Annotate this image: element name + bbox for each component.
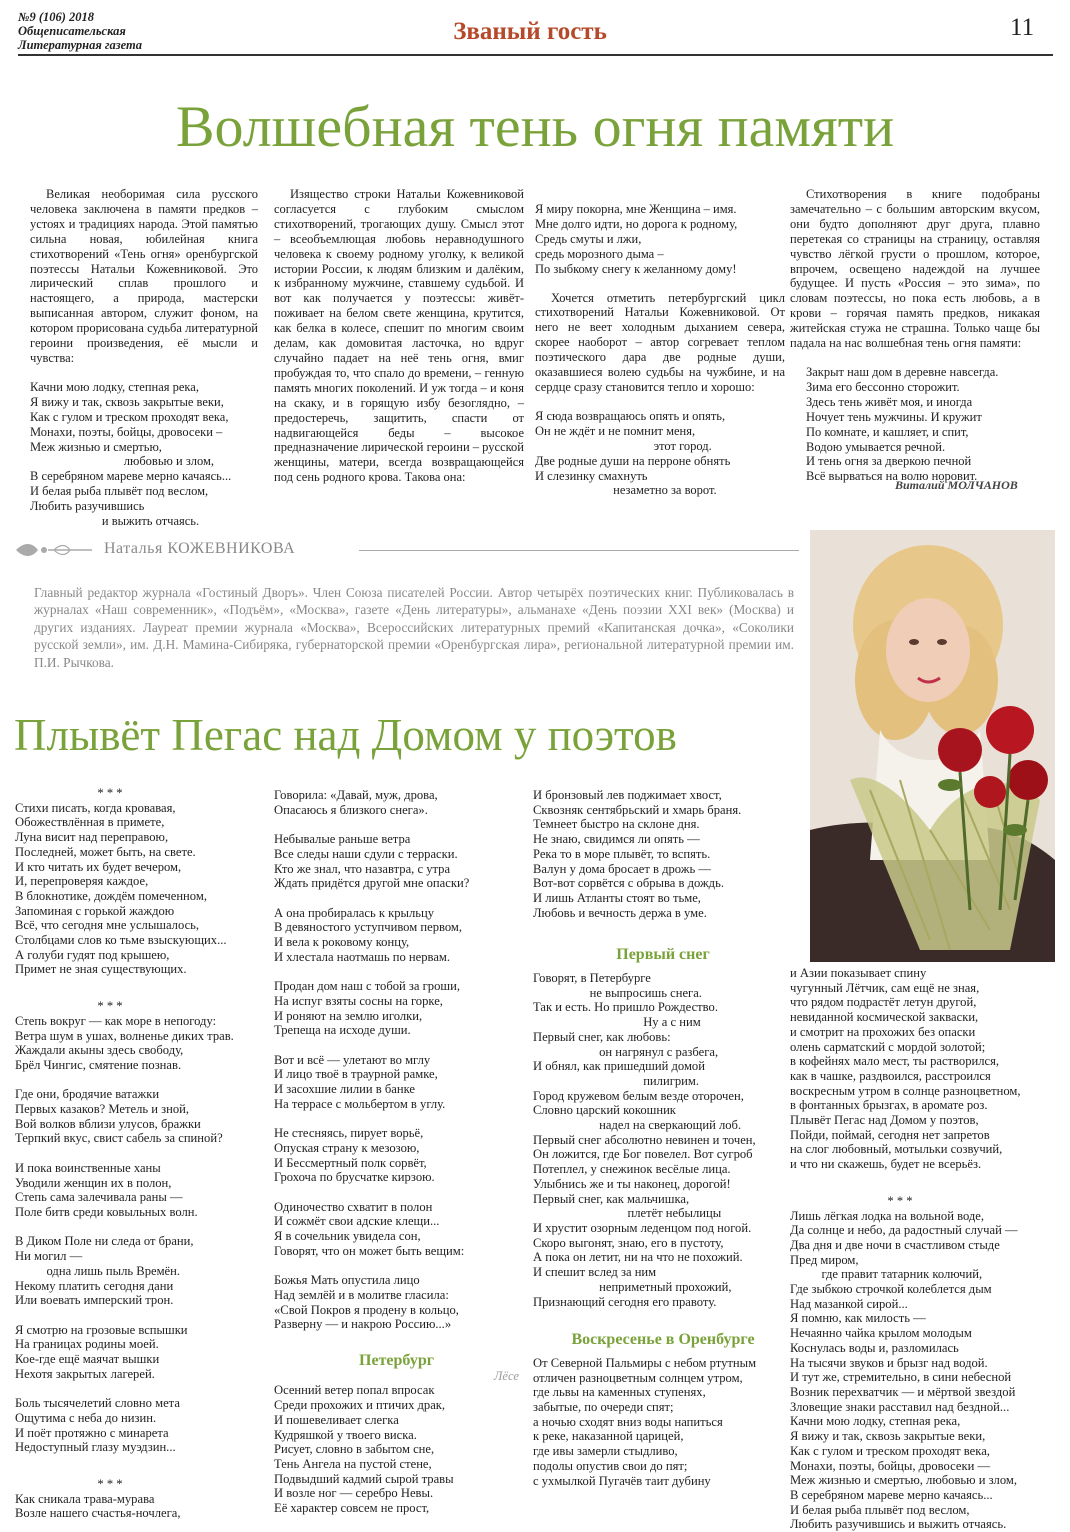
article-paragraph: Стихотворения в книге подобраны замечательно – с большим авторским вкусом, они будто дополняют друг друга, плавно перетекая со страницы на страницу, оставляя чувство лёгкой грусти о прошлом, которое, впрочем, освещено надеждой на лучшее будущее. И пусть «Россия – это зима», по словам поэтессы, но пока есть любовь, а в крови – горячая память предков, никакая житейская стужа не страшна. Только чаще бы падала на нас волшебная тень огня памяти: <box>790 187 1040 351</box>
article-paragraph: Хочется отметить петербургский цикл стихотворений Натальи Кожевниковой. От него не веет холодным дыханием севера, скорее наоборот – автор согревает теплом поэтического дара две родные души, оказавшиеся волею судьбы на чужбине, и на сердце сразу становится тепло и хорошо: <box>535 290 785 394</box>
poem-epigraph: Лёсе <box>493 1368 519 1383</box>
author-bio: Главный редактор журнала «Гостиный Дворъ». Член Союза писателей России. Автор четырёх поэтических книг. Публиковалась в журналах «Наш современник», «Подъём», «Москва», газете «День литературы», альманахе «День поэзии XXI век» (Москва) и других изданиях. Лауреат премии журнала «Москва», Всероссийских литературных премий «Капитанская дочка», «Соколики русской земли», им. Д.Н. Мамина-Сибиряка, губернаторской премии «Оренбургская лира», региональной литературной премии им. П.И. Рычкова. <box>34 585 794 670</box>
poem-separator: * * * <box>97 786 123 800</box>
article-column-1 <box>30 187 258 529</box>
author-rule <box>359 550 799 551</box>
poem-separator: * * * <box>97 999 123 1014</box>
article-quote-verse: Я сюда возвращаюсь опять и опять, Он не ждёт и не помнит меня, этот город. Две родные души на перроне обнять И слезинку смахнуть незаметно за ворот. <box>535 408 731 498</box>
poems-column-4 <box>790 966 1055 1532</box>
article-title: Волшебная тень огня памяти <box>175 94 895 159</box>
article-column-2 <box>274 187 524 485</box>
article-quote-verse: Закрыт наш дом в деревне навсегда. Зима его бессонно сторожит. Здесь тень живёт моя, и иногда Ночует тень мужчины. И кружит По комнате, и кашляет, и спит, Водою умывается речной. И тень огня за дверкою печной Всё вырваться на волю норовит. <box>806 364 999 484</box>
article-column-4 <box>790 187 1040 484</box>
article-quote-verse: Я миру покорна, мне Женщина – имя. Мне долго идти, но дорога к родному, Средь смуты и лжи, средь морозного дыма – По зыбкому снегу к желанному дому! <box>535 202 738 276</box>
poem-text: Как сникала трава-мурава Возле нашего счастья-ночлега, <box>15 1491 181 1521</box>
poems-title: Плывёт Пегас над Домом у поэтов <box>14 710 677 760</box>
poem-text: Степь вокруг — как море в непогоду: Ветра шум в ушах, волненье диких трав. Жаждали акыны здесь свободу, Брёл Чингис, смятение познав. Где они, бродячие ватажки Первых казаков? Метель и зной, Вой волков вблизи улусов, бражки Терпкий вкус, свист сабель за спиной? И пока воинственные ханы Уводили женщин их в полон, Степь сама залечивала раны — Поле битв среди ковыльных волн. В Диком Поле ни следа от брани, Ни могил — одна лишь пыль Времён. Некому платить сегодня дани Или воевать имперский трон. Я смотрю на грозовые вспышки На границах родины моей. Кое-где ещё маячат вышки Нехотя закрытых лагерей. Боль тысячелетий словно мета Ощутима с неба до низин. И поёт протяжно с минарета Недоступный глазу муэдзин... <box>15 1013 234 1455</box>
article-paragraph: Изящество строки Натальи Кожевниковой согласуется с глубоким смыслом стихотворений, трогающих душу. Смысл этот – всеобъемлющая любовь неравнодушного человека к своему родному уголку, к великой истории России, к людям близким и далёким, к избранному мужчине, ставшему судьбой. И вот как получается у поэтессы: живёт-поживает на белом свете женщина, крутится, как белка в колесе, спешит по многим своим делам, как домовитая ласточка, но вдруг случайно падает на неё тень огня, вмиг пробуждая то, что спало до времени, – генную память многих поколений. И уж тогда – и коня на скаку, и в горящую избу безоглядно, – предостеречь, защитить, спасти от надвигающейся беды – высокое предназначение лирической героини – русской женщины, матери, всегда возвращающейся под сень родного крова. Такова она: <box>274 187 524 485</box>
poem-separator: * * * <box>97 1476 123 1491</box>
article-quote-verse: Качни мою лодку, степная река, Я вижу и так, сквозь закрытые веки, Как с гулом и треском проходят века, Монахи, поэты, бойцы, дровосеки – Меж жизнью и смертью, любовью и злом, В серебряном мареве мерно качаясь... И белая рыба плывёт под веслом, Любить разучившись и выжить отчаясь. <box>30 379 232 529</box>
author-name: Наталья КОЖЕВНИКОВА <box>104 540 296 557</box>
page-header <box>0 0 1070 62</box>
poem-title-first-snow: Первый снег <box>616 946 710 964</box>
newspaper-name-line2: Литературная газета <box>18 38 143 52</box>
poems-column-2 <box>274 788 519 1516</box>
poem-text: И бронзовый лев поджимает хвост, Сквозняк сентябрьский и хмарь браня. Темнеет быстро на склоне дня. Не знаю, свидимся ли опять — Река то в море плывёт, то вспять. Валун у дома бросает в дрожь — Вот-вот сорвётся с обрыва в дождь. И лишь Атланты стоят во тьме, Любовь и вечность держа в уме. <box>533 788 742 920</box>
article-signature: Виталий МОЛЧАНОВ <box>895 478 1018 492</box>
poem-separator: * * * <box>887 1193 913 1208</box>
article-paragraph: Великая необоримая сила русского человека заключена в памяти предков – устоях и традициях народа. Этой памятью сильна новая, юбилейная книга стихотворений «Тень огня» оренбургской поэтессы Натальи Кожевниковой. Это лирический сплав прошлого и настоящего, а природа, мастерски выписанная автором, служит фоном, на котором прорисована судьба литературной героини произведения, её мысли и чувства: <box>30 187 258 365</box>
poem-title-petersburg: Петербург <box>359 1352 434 1370</box>
poem-text: Осенний ветер попал впросак Среди прохожих и птичих драк, И пошевеливает слегка Кудряшкой у твоего виска. Рисует, словно в забытом сне, Тень Ангела на пустой стене, Подвыдший кадмий сырой травы И возле ног — серебро Невы. Её характер совсем не прост, <box>274 1383 454 1516</box>
newspaper-name-line1: Общеписательская <box>18 24 126 38</box>
section-rubric: Званый гость <box>453 18 607 45</box>
poem-text: Говорят, в Петербурге не выпросишь снега. Так и есть. Но пришло Рождество. Ну а с ним Первый снег, как любовь: он нагрянул с разбега, И обнял, как пришедший домой пилигрим. Город кружевом белым везде оторочен, Словно царский кокошник надел на сверкающий лоб. Первый снег абсолютно невинен и точен, Он ложится, где Бог повелел. Вот сугроб Потеплел, у снежинок весёлые лица. Улыбнись же и ты наконец, дорогой! Первый снег, как мальчишка, плетёт небылицы И хрустит озорным леденцом под ногой. Скоро выгонят, знаю, его в пустоту, А пока он летит, ни на что не похожий. И спешит вслед за ним неприметный прохожий, Признающий сегодня его правоту. <box>533 971 756 1309</box>
poem-title-orenburg-sunday: Воскресенье в Оренбурге <box>571 1331 755 1349</box>
issue-info <box>18 10 142 52</box>
poem-text: От Северной Пальмиры с небом ртутным отличен разноцветным солнцем утром, где львы на каменных ступенях, забытые, по очереди спят; а ночью сходят вниз воды напиться к реке, наказанной царицей, где ивы замерли стыдливо, подолы опустив свои до пят; с ухмылкой Пугачёв таит дубину <box>533 1355 757 1488</box>
poem-text: Лишь лёгкая лодка на вольной воде, Да солнце и небо, да радостный случай — Два дня и две ночи в счастливом стыде Пред миром, где правит татарник колючий, Где зыбкою строчкой колеблется дым Над мазанкой сирой... Я помню, как милость — Нечаянно чайка крылом молодым Коснулась воды и, разломилась На тысячи звуков и брызг над водой. И тут же, стремительно, в сини небесной Возник перехватчик — и мёртвой звездой Зловещие знаки расставил над бездной... Качни мою лодку, степная река, Я вижу и так, сквозь закрытые веки, Как с гулом и треском проходят века, Монахи, поэты, бойцы, дровосеки — Меж жизнью и смертью, любовью и злом, В серебряном мареве мерно качаясь... И белая рыба плывёт под веслом, Любить разучившись и выжить отчаясь. <box>790 1208 1018 1532</box>
poem-text: и Азии показывает спину чугунный Лётчик, сам ещё не зная, что рядом подрастёт летун другой, невиданной космической закваски, и смотрит на прохожих без опаски олень сарматский с мордой золотой; в кофейнях мало мест, ты растворился, как в чашке, раздвоился, расстроился воскресным утром в солнце разноцветном, в фонтанных брызгах, в аромате роз. Плывёт Пегас над Домом у поэтов, Пойди, поймай, сегодня нет запретов на слог любовный, мотыльки созвучий, и что ни скажешь, будет не всерьёз. <box>790 966 1021 1172</box>
author-heading <box>14 535 804 565</box>
poem-text: Говорила: «Давай, муж, дрова, Опасаюсь я близкого снега». Небывалые раньше ветра Все следы наши сдули с терраски. Кто же знал, что назавтра, с утра Ждать придётся другой мне опаски? А она пробиралась к крыльцу В девяностого уступчивом первом, И вела к роковому концу, И хлестала наотмашь по нервам. Продан дом наш с тобой за гроши, На испуг взяты сосны на горке, И роняют на землю иголки, Трепеща на исходе души. Вот и всё — улетают во мглу И лицо твоё в траурной рамке, И засохшие лилии в банке На террасе с мольбертом в углу. Не стесняясь, пирует ворьё, Опуская страну к мезозою, И Бессмертный полк сорвёт, Грохоча по брусчатке кирзою. Одиночество схватит в полон И сожмёт свои адские клещи... Я в сочельник увидела сон, Говорят, что он может быть вещим: Божья Мать опустила лицо Над землёй и в молитве гласила: «Свой Покров я продену в кольцо, Разверну — и накрою Россию...» <box>274 788 470 1332</box>
portrait-image <box>810 530 1055 962</box>
ornament-icon <box>14 538 94 562</box>
page-number: 11 <box>1010 14 1035 41</box>
poems-column-1 <box>15 786 255 1521</box>
poems-column-3 <box>533 788 793 1488</box>
author-photo <box>810 530 1055 962</box>
article-column-3 <box>535 202 785 498</box>
poem-text: Стихи писать, когда кровавая, Обожествлённая в примете, Луна висит над переправою, Последней, может быть, на свете. И кто читать их будет вечером, И, перепроверяя каждое, В блокнотике, дождём помеченном, Запоминая с горькой жаждою Всё, что сегодня мне услышалось, Столбцами слов ко тьме взыскующих... А голуби гудят под крышею, Примет не зная существующих. <box>15 800 227 977</box>
issue-number: №9 (106) 2018 <box>18 10 95 24</box>
header-rule <box>18 54 1053 56</box>
